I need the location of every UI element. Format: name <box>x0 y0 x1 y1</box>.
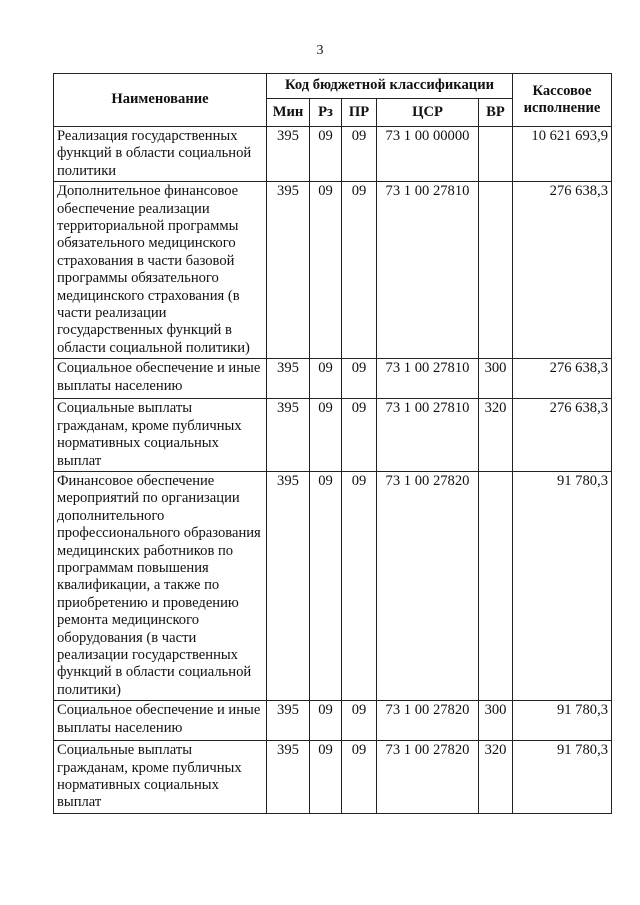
table-row <box>54 127 612 182</box>
row-csr: 73 1 00 27810 <box>377 182 479 359</box>
table-body <box>54 127 612 814</box>
row-pr: 09 <box>342 359 377 399</box>
row-csr: 73 1 00 27820 <box>377 701 479 741</box>
row-amount: 276 638,3 <box>513 399 612 472</box>
row-name: Реализация государственных функций в области социальной политики <box>54 127 267 182</box>
row-csr: 73 1 00 27810 <box>377 359 479 399</box>
header-vr: ВР <box>479 99 513 127</box>
row-pr: 09 <box>342 182 377 359</box>
row-csr: 73 1 00 00000 <box>377 127 479 182</box>
row-pr: 09 <box>342 471 377 700</box>
header-name: Наименование <box>54 74 267 127</box>
row-min: 395 <box>267 182 310 359</box>
row-rz: 09 <box>310 701 342 741</box>
row-vr <box>479 471 513 700</box>
header-min: Мин <box>267 99 310 127</box>
row-min: 395 <box>267 399 310 472</box>
table-row <box>54 182 612 359</box>
table-row <box>54 399 612 472</box>
header-code-group: Код бюджетной классификации <box>267 74 513 99</box>
header-pr: ПР <box>342 99 377 127</box>
header-execution: Кассовое исполнение <box>513 74 612 127</box>
row-pr: 09 <box>342 701 377 741</box>
row-rz: 09 <box>310 127 342 182</box>
row-csr: 73 1 00 27820 <box>377 741 479 814</box>
row-csr: 73 1 00 27810 <box>377 399 479 472</box>
row-csr: 73 1 00 27820 <box>377 471 479 700</box>
row-vr: 300 <box>479 359 513 399</box>
row-name: Социальные выплаты гражданам, кроме публичных нормативных социальных выплат <box>54 741 267 814</box>
row-vr: 300 <box>479 701 513 741</box>
row-vr: 320 <box>479 399 513 472</box>
table-row <box>54 471 612 700</box>
row-min: 395 <box>267 741 310 814</box>
row-amount: 10 621 693,9 <box>513 127 612 182</box>
row-min: 395 <box>267 471 310 700</box>
row-pr: 09 <box>342 741 377 814</box>
table-row <box>54 741 612 814</box>
row-pr: 09 <box>342 127 377 182</box>
row-amount: 91 780,3 <box>513 741 612 814</box>
row-vr: 320 <box>479 741 513 814</box>
budget-table <box>53 73 612 814</box>
row-name: Финансовое обеспечение мероприятий по организации дополнительного профессионального образования медицинских работников по программам повышения квалификации, а также по приобретению и проведению ремонта медицинского оборудования (в части реализации государственных функций в области социальной политики) <box>54 471 267 700</box>
row-rz: 09 <box>310 399 342 472</box>
header-csr: ЦСР <box>377 99 479 127</box>
row-rz: 09 <box>310 741 342 814</box>
row-name: Социальные выплаты гражданам, кроме публичных нормативных социальных выплат <box>54 399 267 472</box>
table-row <box>54 359 612 399</box>
header-rz: Рз <box>310 99 342 127</box>
row-amount: 91 780,3 <box>513 471 612 700</box>
row-min: 395 <box>267 701 310 741</box>
row-rz: 09 <box>310 359 342 399</box>
row-min: 395 <box>267 127 310 182</box>
table-row <box>54 701 612 741</box>
row-name: Социальное обеспечение и иные выплаты населению <box>54 701 267 741</box>
row-name: Социальное обеспечение и иные выплаты населению <box>54 359 267 399</box>
row-pr: 09 <box>342 399 377 472</box>
table-header <box>54 74 612 127</box>
row-amount: 276 638,3 <box>513 359 612 399</box>
row-amount: 91 780,3 <box>513 701 612 741</box>
row-min: 395 <box>267 359 310 399</box>
row-vr <box>479 127 513 182</box>
page-number: 3 <box>316 43 324 58</box>
row-vr <box>479 182 513 359</box>
row-name: Дополнительное финансовое обеспечение реализации территориальной программы обязательного медицинского страхования в части базовой программы обязательного медицинского страхования (в части реализации государственных функций в области социальной политики) <box>54 182 267 359</box>
row-amount: 276 638,3 <box>513 182 612 359</box>
row-rz: 09 <box>310 471 342 700</box>
row-rz: 09 <box>310 182 342 359</box>
